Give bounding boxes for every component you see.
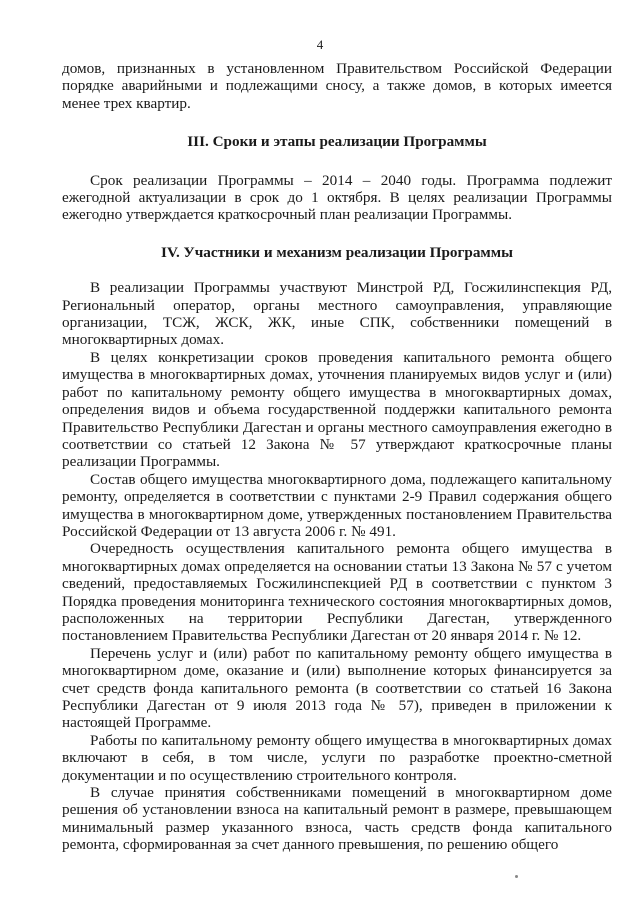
section-heading-iv: IV. Участники и механизм реализации Программы: [161, 243, 513, 261]
paragraph-common-property: Состав общего имущества многоквартирного дома, подлежащего капитальному ремонту, определяется в соответствии с пунктами 2-9 Правил содержания общего имущества в многоквартирном доме, утвержденных постановлением Правительства Российской Федерации от 13 августа 2006 г. № 491.: [62, 470, 612, 540]
section-heading-iii: III. Сроки и этапы реализации Программы: [187, 133, 487, 151]
paragraph-services-list: Перечень услуг и (или) работ по капитальному ремонту общего имущества в многоквартирном доме, оказание и (или) выполнение которых финансируется за счет средств фонда капитального ремонта (в соответствии со статьей 16 Закона Республики Дагестан от 9 июля 2013 года № 57), приведен в приложении к настоящей Программе.: [62, 644, 612, 732]
paragraph-works-include: Работы по капитальному ремонту общего имущества в многоквартирных домах включают в себя, в том числе, услуги по разработке проектно-сметной документации и по осуществлению строительного контроля.: [62, 731, 612, 784]
paragraph-participants: В реализации Программы участвуют Минстрой РД, Госжилинспекция РД, Региональный оператор, органы местного самоуправления, управляющие организации, ТСЖ, ЖСК, ЖК, иные СПК, собственники помещений в многоквартирных домах.: [62, 279, 612, 349]
paragraph-continuation: домов, признанных в установленном Правительством Российской Федерации порядке аварийными и подлежащими сносу, а также домов, в которых имеется менее трех квартир.: [62, 60, 612, 112]
scan-speck: [515, 875, 518, 878]
document-body: [62, 60, 612, 854]
paragraph-timeline: Срок реализации Программы – 2014 – 2040 годы. Программа подлежит ежегодной актуализации в срок до 1 октября. В целях реализации Программы ежегодно утверждается краткосрочный план реализации Программы.: [62, 171, 612, 224]
paragraph-contribution: В случае принятия собственниками помещений в многоквартирном доме решения об установлении взноса на капитальный ремонт в размере, превышающем минимальный размер указанного взноса, часть средств фонда капитального ремонта, сформированная за счет данного превышения, по решению общего: [62, 784, 612, 854]
page-number: 4: [316, 37, 324, 52]
paragraph-short-term-plans: В целях конкретизации сроков проведения капитального ремонта общего имущества в многоквартирных домах, уточнения планируемых видов услуг и (или) работ по капитальному ремонту общего имущества в многоквартирных домах, определения видов и объема государственной поддержки капитального ремонта Правительство Республики Дагестан и органы местного самоуправления ежегодно в соответствии со статьей 12 Закона № 57 утверждают краткосрочные планы реализации Программы.: [62, 348, 612, 471]
paragraph-repair-order: Очередность осуществления капитального ремонта общего имущества в многоквартирных домах определяется на основании статьи 13 Закона № 57 с учетом сведений, предоставляемых Госжилинспекцией РД в соответствии с пунктом 3 Порядка проведения мониторинга технического состояния многоквартирных домов, расположенных на территории Республики Дагестан, утвержденного постановлением Правительства Республики Дагестан от 20 января 2014 г. № 12.: [62, 540, 612, 645]
